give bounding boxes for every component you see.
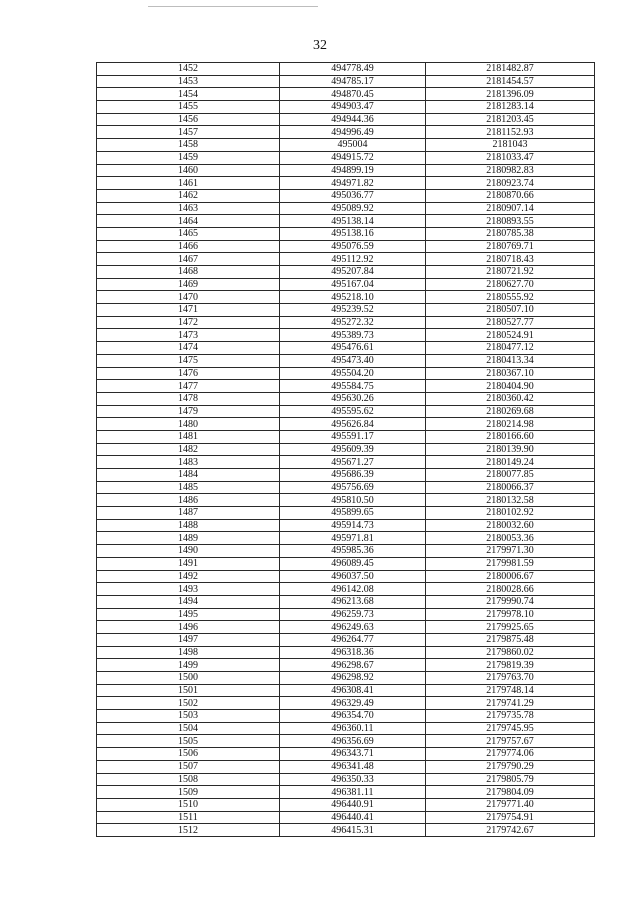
x-coordinate-cell: 496259.73 — [280, 608, 426, 621]
x-coordinate-cell: 496415.31 — [280, 824, 426, 837]
point-number-cell: 1483 — [97, 456, 280, 469]
x-coordinate-cell: 494903.47 — [280, 101, 426, 114]
x-coordinate-cell: 496356.69 — [280, 735, 426, 748]
y-coordinate-cell: 2180269.68 — [426, 405, 595, 418]
point-number-cell: 1495 — [97, 608, 280, 621]
y-coordinate-cell: 2179875.48 — [426, 633, 595, 646]
table-row — [97, 101, 595, 114]
table-row — [97, 672, 595, 685]
x-coordinate-cell: 496329.49 — [280, 697, 426, 710]
x-coordinate-cell: 496354.70 — [280, 710, 426, 723]
table-row — [97, 418, 595, 431]
y-coordinate-cell: 2180006.67 — [426, 570, 595, 583]
table-row — [97, 63, 595, 76]
y-coordinate-cell: 2180718.43 — [426, 253, 595, 266]
point-number-cell: 1475 — [97, 354, 280, 367]
x-coordinate-cell: 495004 — [280, 139, 426, 152]
table-row — [97, 227, 595, 240]
y-coordinate-cell: 2181283.14 — [426, 101, 595, 114]
x-coordinate-cell: 495207.84 — [280, 266, 426, 279]
point-number-cell: 1479 — [97, 405, 280, 418]
point-number-cell: 1466 — [97, 240, 280, 253]
point-number-cell: 1470 — [97, 291, 280, 304]
table-row — [97, 532, 595, 545]
table-row — [97, 177, 595, 190]
point-number-cell: 1512 — [97, 824, 280, 837]
x-coordinate-cell: 495584.75 — [280, 380, 426, 393]
y-coordinate-cell: 2179774.06 — [426, 748, 595, 761]
y-coordinate-cell: 2179754.91 — [426, 811, 595, 824]
y-coordinate-cell: 2179790.29 — [426, 760, 595, 773]
point-number-cell: 1484 — [97, 469, 280, 482]
y-coordinate-cell: 2179771.40 — [426, 798, 595, 811]
point-number-cell: 1465 — [97, 227, 280, 240]
y-coordinate-cell: 2180769.71 — [426, 240, 595, 253]
table-row — [97, 253, 595, 266]
y-coordinate-cell: 2179742.67 — [426, 824, 595, 837]
point-number-cell: 1480 — [97, 418, 280, 431]
y-coordinate-cell: 2181203.45 — [426, 113, 595, 126]
x-coordinate-cell: 496037.50 — [280, 570, 426, 583]
y-coordinate-cell: 2180785.38 — [426, 227, 595, 240]
y-coordinate-cell: 2180507.10 — [426, 304, 595, 317]
point-number-cell: 1503 — [97, 710, 280, 723]
y-coordinate-cell: 2180893.55 — [426, 215, 595, 228]
x-coordinate-cell: 495239.52 — [280, 304, 426, 317]
point-number-cell: 1497 — [97, 633, 280, 646]
y-coordinate-cell: 2180404.90 — [426, 380, 595, 393]
table-row — [97, 684, 595, 697]
point-number-cell: 1473 — [97, 329, 280, 342]
x-coordinate-cell: 495756.69 — [280, 481, 426, 494]
x-coordinate-cell: 495138.14 — [280, 215, 426, 228]
x-coordinate-cell: 495595.62 — [280, 405, 426, 418]
x-coordinate-cell: 496350.33 — [280, 773, 426, 786]
point-number-cell: 1505 — [97, 735, 280, 748]
point-number-cell: 1504 — [97, 722, 280, 735]
table-row — [97, 456, 595, 469]
y-coordinate-cell: 2180627.70 — [426, 278, 595, 291]
y-coordinate-cell: 2180413.34 — [426, 354, 595, 367]
x-coordinate-cell: 495609.39 — [280, 443, 426, 456]
point-number-cell: 1455 — [97, 101, 280, 114]
y-coordinate-cell: 2180870.66 — [426, 189, 595, 202]
x-coordinate-cell: 496298.92 — [280, 672, 426, 685]
y-coordinate-cell: 2179745.95 — [426, 722, 595, 735]
x-coordinate-cell: 494778.49 — [280, 63, 426, 76]
point-number-cell: 1496 — [97, 621, 280, 634]
point-number-cell: 1460 — [97, 164, 280, 177]
x-coordinate-cell: 496440.41 — [280, 811, 426, 824]
x-coordinate-cell: 495504.20 — [280, 367, 426, 380]
point-number-cell: 1471 — [97, 304, 280, 317]
point-number-cell: 1499 — [97, 659, 280, 672]
x-coordinate-cell: 496213.68 — [280, 595, 426, 608]
x-coordinate-cell: 495476.61 — [280, 342, 426, 355]
point-number-cell: 1508 — [97, 773, 280, 786]
table-row — [97, 595, 595, 608]
x-coordinate-cell: 495810.50 — [280, 494, 426, 507]
x-coordinate-cell: 495630.26 — [280, 392, 426, 405]
point-number-cell: 1501 — [97, 684, 280, 697]
x-coordinate-cell: 494996.49 — [280, 126, 426, 139]
table-row — [97, 557, 595, 570]
point-number-cell: 1507 — [97, 760, 280, 773]
table-row — [97, 722, 595, 735]
point-number-cell: 1453 — [97, 75, 280, 88]
table-row — [97, 202, 595, 215]
point-number-cell: 1463 — [97, 202, 280, 215]
x-coordinate-cell: 495971.81 — [280, 532, 426, 545]
x-coordinate-cell: 496142.08 — [280, 583, 426, 596]
table-row — [97, 710, 595, 723]
table-row — [97, 151, 595, 164]
table-row — [97, 748, 595, 761]
table-row — [97, 633, 595, 646]
table-row — [97, 240, 595, 253]
y-coordinate-cell: 2181482.87 — [426, 63, 595, 76]
point-number-cell: 1487 — [97, 507, 280, 520]
x-coordinate-cell: 495389.73 — [280, 329, 426, 342]
x-coordinate-cell: 495112.92 — [280, 253, 426, 266]
table-row — [97, 126, 595, 139]
point-number-cell: 1467 — [97, 253, 280, 266]
table-row — [97, 443, 595, 456]
point-number-cell: 1464 — [97, 215, 280, 228]
table-row — [97, 519, 595, 532]
table-row — [97, 481, 595, 494]
x-coordinate-cell: 496440.91 — [280, 798, 426, 811]
table-row — [97, 583, 595, 596]
y-coordinate-cell: 2180149.24 — [426, 456, 595, 469]
x-coordinate-cell: 495218.10 — [280, 291, 426, 304]
table-row — [97, 811, 595, 824]
y-coordinate-cell: 2180555.92 — [426, 291, 595, 304]
y-coordinate-cell: 2181033.47 — [426, 151, 595, 164]
table-row — [97, 316, 595, 329]
y-coordinate-cell: 2179741.29 — [426, 697, 595, 710]
x-coordinate-cell: 495985.36 — [280, 545, 426, 558]
y-coordinate-cell: 2180102.92 — [426, 507, 595, 520]
point-number-cell: 1488 — [97, 519, 280, 532]
table-row — [97, 507, 595, 520]
x-coordinate-cell: 495272.32 — [280, 316, 426, 329]
y-coordinate-cell: 2180132.58 — [426, 494, 595, 507]
x-coordinate-cell: 496298.67 — [280, 659, 426, 672]
table-row — [97, 164, 595, 177]
point-number-cell: 1452 — [97, 63, 280, 76]
y-coordinate-cell: 2180166.60 — [426, 430, 595, 443]
table-row — [97, 430, 595, 443]
x-coordinate-cell: 494785.17 — [280, 75, 426, 88]
table-row — [97, 494, 595, 507]
point-number-cell: 1498 — [97, 646, 280, 659]
table-row — [97, 621, 595, 634]
y-coordinate-cell: 2180214.98 — [426, 418, 595, 431]
table-row — [97, 367, 595, 380]
y-coordinate-cell: 2180066.37 — [426, 481, 595, 494]
y-coordinate-cell: 2179971.30 — [426, 545, 595, 558]
table-row — [97, 304, 595, 317]
x-coordinate-cell: 495473.40 — [280, 354, 426, 367]
y-coordinate-cell: 2180907.14 — [426, 202, 595, 215]
point-number-cell: 1506 — [97, 748, 280, 761]
point-number-cell: 1457 — [97, 126, 280, 139]
y-coordinate-cell: 2179804.09 — [426, 786, 595, 799]
x-coordinate-cell: 495076.59 — [280, 240, 426, 253]
table-row — [97, 88, 595, 101]
x-coordinate-cell: 496089.45 — [280, 557, 426, 570]
point-number-cell: 1476 — [97, 367, 280, 380]
y-coordinate-cell: 2180721.92 — [426, 266, 595, 279]
point-number-cell: 1490 — [97, 545, 280, 558]
point-number-cell: 1462 — [97, 189, 280, 202]
table-row — [97, 354, 595, 367]
point-number-cell: 1456 — [97, 113, 280, 126]
y-coordinate-cell: 2181454.57 — [426, 75, 595, 88]
y-coordinate-cell: 2179978.10 — [426, 608, 595, 621]
x-coordinate-cell: 495138.16 — [280, 227, 426, 240]
table-row — [97, 329, 595, 342]
point-number-cell: 1486 — [97, 494, 280, 507]
point-number-cell: 1474 — [97, 342, 280, 355]
y-coordinate-cell: 2179748.14 — [426, 684, 595, 697]
point-number-cell: 1478 — [97, 392, 280, 405]
y-coordinate-cell: 2179860.02 — [426, 646, 595, 659]
x-coordinate-cell: 496318.36 — [280, 646, 426, 659]
point-number-cell: 1509 — [97, 786, 280, 799]
x-coordinate-cell: 496343.71 — [280, 748, 426, 761]
coordinates-table-body — [97, 63, 595, 837]
table-row — [97, 189, 595, 202]
point-number-cell: 1482 — [97, 443, 280, 456]
x-coordinate-cell: 494870.45 — [280, 88, 426, 101]
top-edge-rule — [148, 6, 318, 7]
table-row — [97, 405, 595, 418]
x-coordinate-cell: 495167.04 — [280, 278, 426, 291]
point-number-cell: 1454 — [97, 88, 280, 101]
table-row — [97, 659, 595, 672]
table-row — [97, 392, 595, 405]
x-coordinate-cell: 495899.65 — [280, 507, 426, 520]
x-coordinate-cell: 495914.73 — [280, 519, 426, 532]
point-number-cell: 1491 — [97, 557, 280, 570]
table-row — [97, 760, 595, 773]
x-coordinate-cell: 496308.41 — [280, 684, 426, 697]
y-coordinate-cell: 2179757.67 — [426, 735, 595, 748]
table-row — [97, 342, 595, 355]
table-row — [97, 697, 595, 710]
table-row — [97, 824, 595, 837]
point-number-cell: 1492 — [97, 570, 280, 583]
table-row — [97, 113, 595, 126]
x-coordinate-cell: 496341.48 — [280, 760, 426, 773]
x-coordinate-cell: 494899.19 — [280, 164, 426, 177]
y-coordinate-cell: 2180032.60 — [426, 519, 595, 532]
y-coordinate-cell: 2179805.79 — [426, 773, 595, 786]
coordinates-table — [96, 62, 595, 837]
x-coordinate-cell: 496381.11 — [280, 786, 426, 799]
y-coordinate-cell: 2179819.39 — [426, 659, 595, 672]
y-coordinate-cell: 2179735.78 — [426, 710, 595, 723]
y-coordinate-cell: 2180527.77 — [426, 316, 595, 329]
table-row — [97, 735, 595, 748]
y-coordinate-cell: 2180367.10 — [426, 367, 595, 380]
point-number-cell: 1510 — [97, 798, 280, 811]
x-coordinate-cell: 495626.84 — [280, 418, 426, 431]
x-coordinate-cell: 494971.82 — [280, 177, 426, 190]
table-row — [97, 380, 595, 393]
x-coordinate-cell: 496360.11 — [280, 722, 426, 735]
point-number-cell: 1459 — [97, 151, 280, 164]
y-coordinate-cell: 2180053.36 — [426, 532, 595, 545]
point-number-cell: 1502 — [97, 697, 280, 710]
point-number-cell: 1494 — [97, 595, 280, 608]
x-coordinate-cell: 495036.77 — [280, 189, 426, 202]
x-coordinate-cell: 495089.92 — [280, 202, 426, 215]
y-coordinate-cell: 2179925.65 — [426, 621, 595, 634]
y-coordinate-cell: 2180982.83 — [426, 164, 595, 177]
point-number-cell: 1481 — [97, 430, 280, 443]
page-number: 32 — [313, 38, 327, 53]
table-row — [97, 139, 595, 152]
table-row — [97, 798, 595, 811]
point-number-cell: 1485 — [97, 481, 280, 494]
x-coordinate-cell: 496249.63 — [280, 621, 426, 634]
y-coordinate-cell: 2181396.09 — [426, 88, 595, 101]
table-row — [97, 469, 595, 482]
x-coordinate-cell: 495591.17 — [280, 430, 426, 443]
table-row — [97, 291, 595, 304]
y-coordinate-cell: 2179990.74 — [426, 595, 595, 608]
y-coordinate-cell: 2181152.93 — [426, 126, 595, 139]
point-number-cell: 1493 — [97, 583, 280, 596]
point-number-cell: 1500 — [97, 672, 280, 685]
y-coordinate-cell: 2180360.42 — [426, 392, 595, 405]
point-number-cell: 1461 — [97, 177, 280, 190]
table-row — [97, 75, 595, 88]
table-row — [97, 545, 595, 558]
x-coordinate-cell: 494944.36 — [280, 113, 426, 126]
table-row — [97, 570, 595, 583]
table-row — [97, 215, 595, 228]
y-coordinate-cell: 2179981.59 — [426, 557, 595, 570]
x-coordinate-cell: 494915.72 — [280, 151, 426, 164]
y-coordinate-cell: 2180077.85 — [426, 469, 595, 482]
point-number-cell: 1469 — [97, 278, 280, 291]
x-coordinate-cell: 495686.39 — [280, 469, 426, 482]
point-number-cell: 1472 — [97, 316, 280, 329]
table-row — [97, 786, 595, 799]
y-coordinate-cell: 2180028.66 — [426, 583, 595, 596]
table-row — [97, 608, 595, 621]
point-number-cell: 1489 — [97, 532, 280, 545]
point-number-cell: 1468 — [97, 266, 280, 279]
y-coordinate-cell: 2179763.70 — [426, 672, 595, 685]
table-row — [97, 646, 595, 659]
y-coordinate-cell: 2181043 — [426, 139, 595, 152]
y-coordinate-cell: 2180139.90 — [426, 443, 595, 456]
y-coordinate-cell: 2180524.91 — [426, 329, 595, 342]
point-number-cell: 1458 — [97, 139, 280, 152]
x-coordinate-cell: 496264.77 — [280, 633, 426, 646]
x-coordinate-cell: 495671.27 — [280, 456, 426, 469]
table-row — [97, 278, 595, 291]
y-coordinate-cell: 2180477.12 — [426, 342, 595, 355]
y-coordinate-cell: 2180923.74 — [426, 177, 595, 190]
table-row — [97, 266, 595, 279]
point-number-cell: 1477 — [97, 380, 280, 393]
table-row — [97, 773, 595, 786]
point-number-cell: 1511 — [97, 811, 280, 824]
